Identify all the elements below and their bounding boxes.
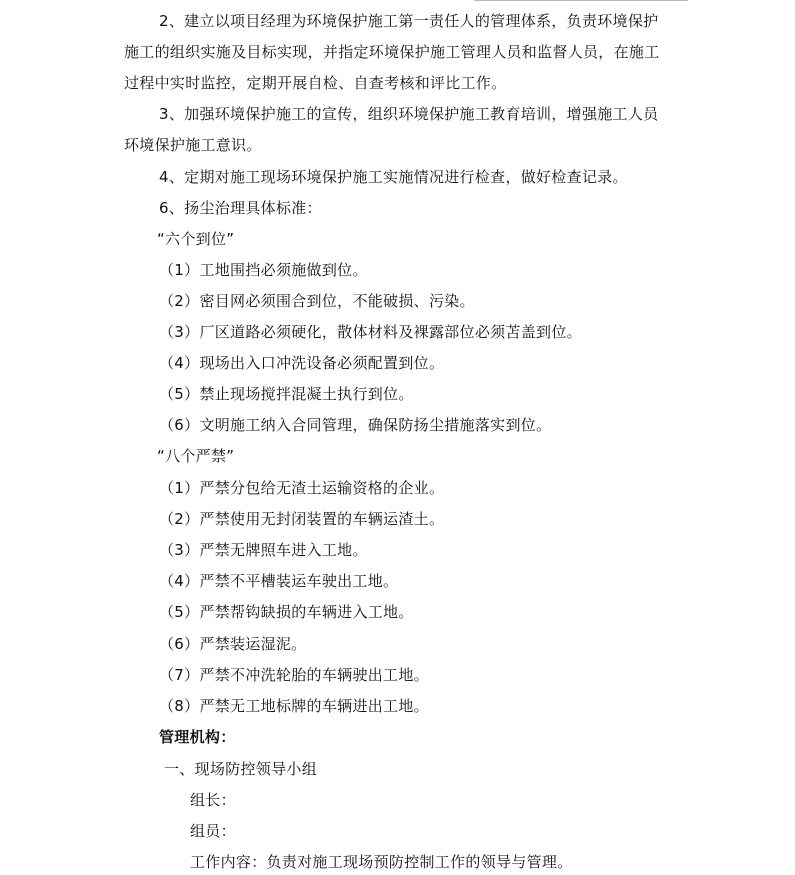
eight-item: （6）严禁装运湿泥。	[159, 635, 307, 653]
paragraph-2-line-1: 2、建立以项目经理为环境保护施工第一责任人的管理体系，负责环境保护	[159, 12, 659, 30]
group-members-label: 组员：	[190, 822, 236, 840]
group-leader-label: 组长：	[190, 791, 236, 809]
paragraph-2-line-3: 过程中实时监控，定期开展自检、自查考核和评比工作。	[124, 74, 507, 92]
eight-item: （7）严禁不冲洗轮胎的车辆驶出工地。	[159, 666, 429, 684]
eight-item: （1）严禁分包给无渣土运输资格的企业。	[159, 479, 445, 497]
leadership-group-title: 一、现场防控领导小组	[164, 760, 318, 778]
six-positions-title: “六个到位”	[157, 230, 235, 248]
six-item: （5）禁止现场搅拌混凝土执行到位。	[159, 385, 414, 403]
work-content-line: 工作内容：负责对施工现场预防控制工作的领导与管理。	[190, 853, 573, 871]
eight-item: （3）严禁无牌照车进入工地。	[159, 541, 368, 559]
paragraph-3-line-2: 环境保护施工意识。	[124, 136, 262, 154]
management-heading: 管理机构：	[159, 728, 236, 746]
paragraph-3-line-1: 3、加强环境保护施工的宣传，组织环境保护施工教育培训，增强施工人员	[159, 105, 659, 123]
eight-item: （2）严禁使用无封闭装置的车辆运渣土。	[159, 510, 445, 528]
paragraph-6: 6、扬尘治理具体标准：	[159, 199, 322, 217]
six-item: （6）文明施工纳入合同管理，确保防扬尘措施落实到位。	[159, 416, 552, 434]
six-item: （3）厂区道路必须硬化，散体材料及裸露部位必须苫盖到位。	[159, 323, 582, 341]
six-item: （2）密目网必须围合到位，不能破损、污染。	[159, 292, 475, 310]
paragraph-4: 4、定期对施工现场环境保护施工实施情况进行检查，做好检查记录。	[159, 168, 628, 186]
six-item: （1）工地围挡必须施做到位。	[159, 261, 368, 279]
six-item: （4）现场出入口冲洗设备必须配置到位。	[159, 354, 445, 372]
paragraph-2-line-2: 施工的组织实施及目标实现，并指定环境保护施工管理人员和监督人员，在施工	[124, 43, 660, 61]
eight-item: （5）严禁帮钩缺损的车辆进入工地。	[159, 603, 414, 621]
eight-item: （4）严禁不平槽装运车驶出工地。	[159, 572, 399, 590]
eight-item: （8）严禁无工地标牌的车辆进出工地。	[159, 697, 429, 715]
eight-prohibitions-title: “八个严禁”	[157, 447, 235, 465]
